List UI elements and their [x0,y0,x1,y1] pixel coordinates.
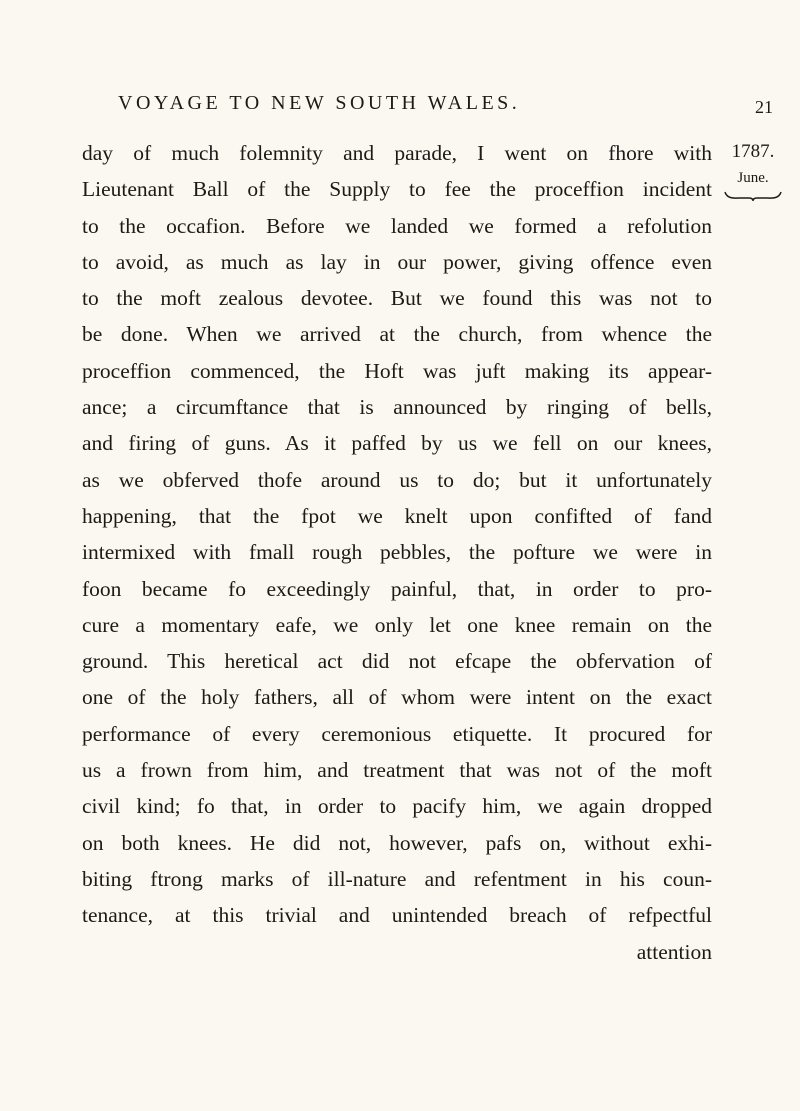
text-line: happening, that the fpot we knelt upon confifted of fand [82,503,712,528]
text-line: one of the holy fathers, all of whom were intent on the exact [82,685,712,710]
text-line: to avoid, as much as lay in our power, giving offence even [82,249,712,274]
text-line: intermixed with fmall rough pebbles, the pofture we were in [82,540,712,565]
margin-note [718,140,788,202]
brace-mark [723,190,783,202]
text-line: performance of every ceremonious etiquette. It procured for [82,721,712,746]
text-line: tenance, at this trivial and unintended breach of refpectful [82,903,712,928]
margin-year: 1787. [731,141,775,162]
text-line: as we obferved thofe around us to do; but it unfortunately [82,467,712,492]
text-line: biting ftrong marks of ill-nature and refentment in his coun- [82,866,712,891]
text-line: Lieutenant Ball of the Supply to fee the proceffion incident [82,177,712,202]
margin-month: June. [737,170,769,186]
text-line: cure a momentary eafe, we only let one knee remain on the [82,612,712,637]
text-line: and firing of guns. As it paffed by us we fell on our knees, [82,431,712,456]
body-text [82,135,712,970]
text-line: on both knees. He did not, however, pafs on, without exhi- [82,830,712,855]
text-line: day of much folemnity and parade, I went on fhore with [82,141,712,165]
text-line: to the moft zealous devotee. But we found this was not to [82,286,712,311]
text-line: proceffion commenced, the Hoft was juft making its appear- [82,358,712,383]
text-line: us a frown from him, and treatment that was not of the moft [82,758,712,783]
text-line: to the occafion. Before we landed we formed a refolution [82,213,712,238]
page-number: 21 [755,97,773,117]
catchword: attention [636,939,712,964]
text-line: ance; a circumftance that is announced by ringing of bells, [82,395,712,420]
text-line: be done. When we arrived at the church, from whence the [82,322,712,347]
text-line: ground. This heretical act did not efcape the obfervation of [82,649,712,674]
running-title: VOYAGE TO NEW SOUTH WALES. [118,92,521,114]
text-line: foon became fo exceedingly painful, that, in order to pro- [82,576,712,601]
text-line: civil kind; fo that, in order to pacify him, we again dropped [82,794,712,819]
